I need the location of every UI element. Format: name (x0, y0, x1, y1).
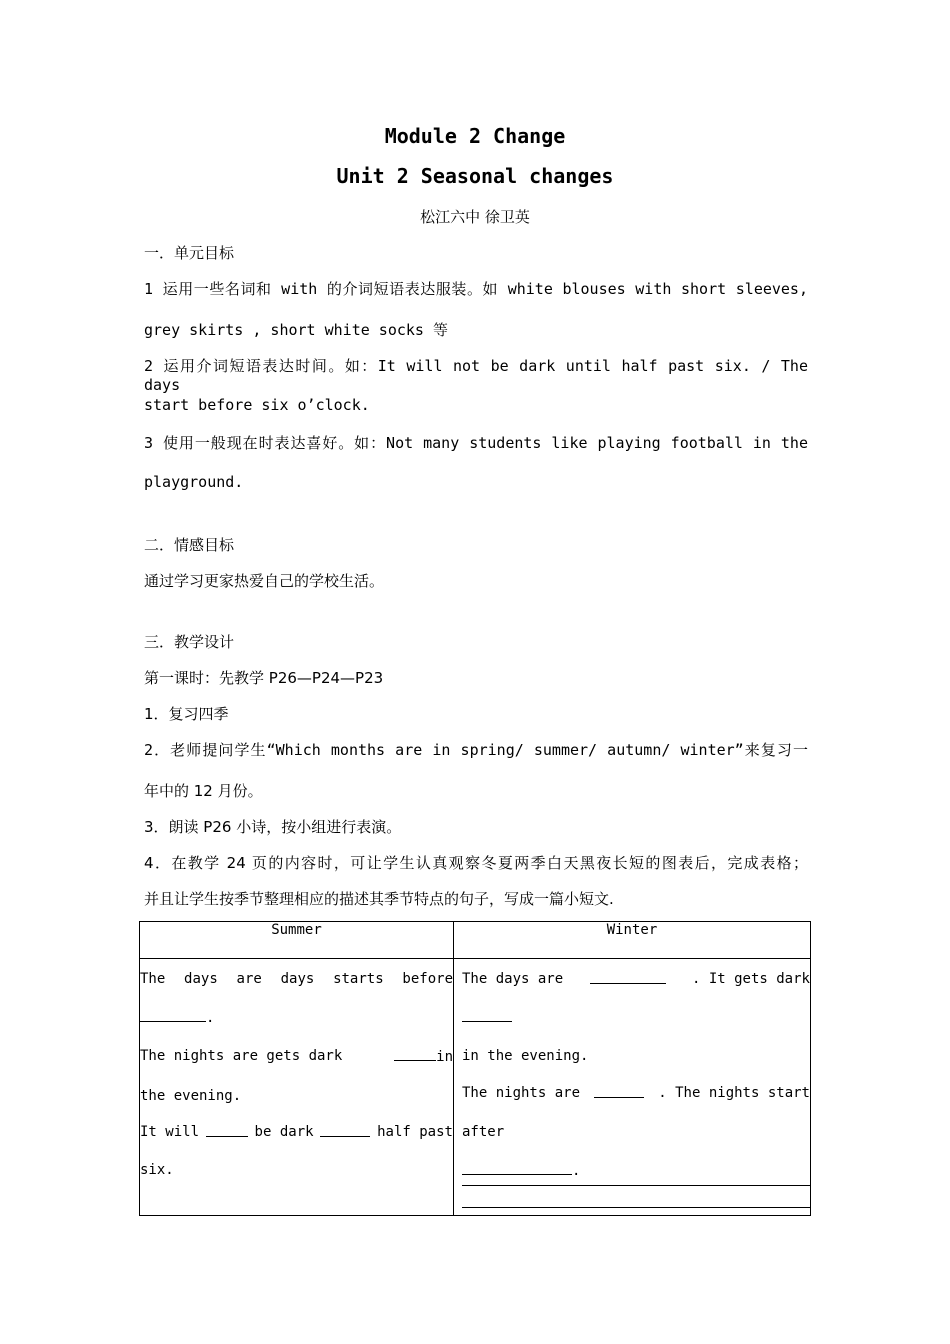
winter-line-5: after (462, 1124, 505, 1140)
unit-title: Unit 2 Seasonal changes (336, 164, 614, 188)
blank (320, 1124, 370, 1137)
goal-1-line-1: 1 运用一些名词和 with 的介词短语表达服装。如 white blouses with short sleeves, (144, 280, 808, 298)
blank (594, 1085, 644, 1098)
winter-line-3: in the evening. (462, 1048, 589, 1064)
summer-line-2: . (140, 1009, 453, 1026)
summer-cell (140, 959, 454, 1216)
goal-2-line-1: 2 运用介词短语表达时间。如：It will not be dark until half past six. / The days (144, 357, 808, 394)
step-4-line-2: 并且让学生按季节整理相应的描述其季节特点的句子，写成一篇小短文. (144, 890, 614, 908)
writing-rule (462, 1185, 810, 1186)
step-2-line-1: 2．老师提问学生“Which months are in spring/ summer/ autumn/ winter”来复习一 (144, 741, 808, 759)
goal-2-line-2: start before six o’clock. (144, 396, 370, 414)
author-line: 松江六中 徐卫英 (420, 208, 530, 226)
goal-1-line-2: grey skirts , short white socks 等 (144, 321, 448, 339)
blank (394, 1048, 436, 1061)
summer-header: Summer (140, 922, 454, 959)
section-heading-emotion: 二．情感目标 (144, 536, 235, 554)
section-heading-goals: 一．单元目标 (144, 244, 235, 262)
module-title: Module 2 Change (384, 124, 566, 148)
season-table (139, 921, 811, 1216)
step-4-line-1: 4．在教学 24 页的内容时，可让学生认真观察冬夏两季白天黑夜长短的图表后，完成表格； (144, 854, 808, 872)
winter-line-2 (462, 1009, 810, 1026)
winter-cell (454, 959, 811, 1216)
step-2-line-2: 年中的 12 月份。 (144, 782, 263, 800)
blank (462, 1162, 572, 1175)
step-3: 3．朗读 P26 小诗，按小组进行表演。 (144, 818, 402, 836)
winter-line-1: The days are . It gets dark (462, 971, 810, 987)
section-heading-design: 三．教学设计 (144, 633, 235, 651)
winter-header: Winter (454, 922, 811, 959)
blank (206, 1124, 248, 1137)
goal-3-line-1: 3 使用一般现在时表达喜好。如：Not many students like playing football in the (144, 434, 808, 452)
winter-line-6: . (462, 1162, 810, 1179)
table-body-row (140, 959, 811, 1216)
blank (462, 1009, 512, 1022)
blank (590, 971, 666, 984)
step-1: 1．复习四季 (144, 705, 229, 723)
table-header-row (140, 922, 811, 959)
summer-line-5: It will be dark half past (140, 1124, 453, 1140)
emotion-text: 通过学习更家热爱自己的学校生活。 (144, 572, 385, 590)
summer-line-6: six. (140, 1162, 174, 1178)
summer-line-3: The nights are gets dark in (140, 1048, 453, 1065)
summer-line-4: the evening. (140, 1088, 242, 1104)
winter-line-4: The nights are . The nights start (462, 1085, 810, 1101)
blank (140, 1009, 206, 1022)
goal-3-line-2: playground. (144, 473, 244, 491)
writing-rule (462, 1207, 810, 1208)
summer-line-1: The days are days starts before (140, 971, 453, 987)
lesson-1-heading: 第一课时：先教学 P26—P24—P23 (144, 669, 384, 687)
